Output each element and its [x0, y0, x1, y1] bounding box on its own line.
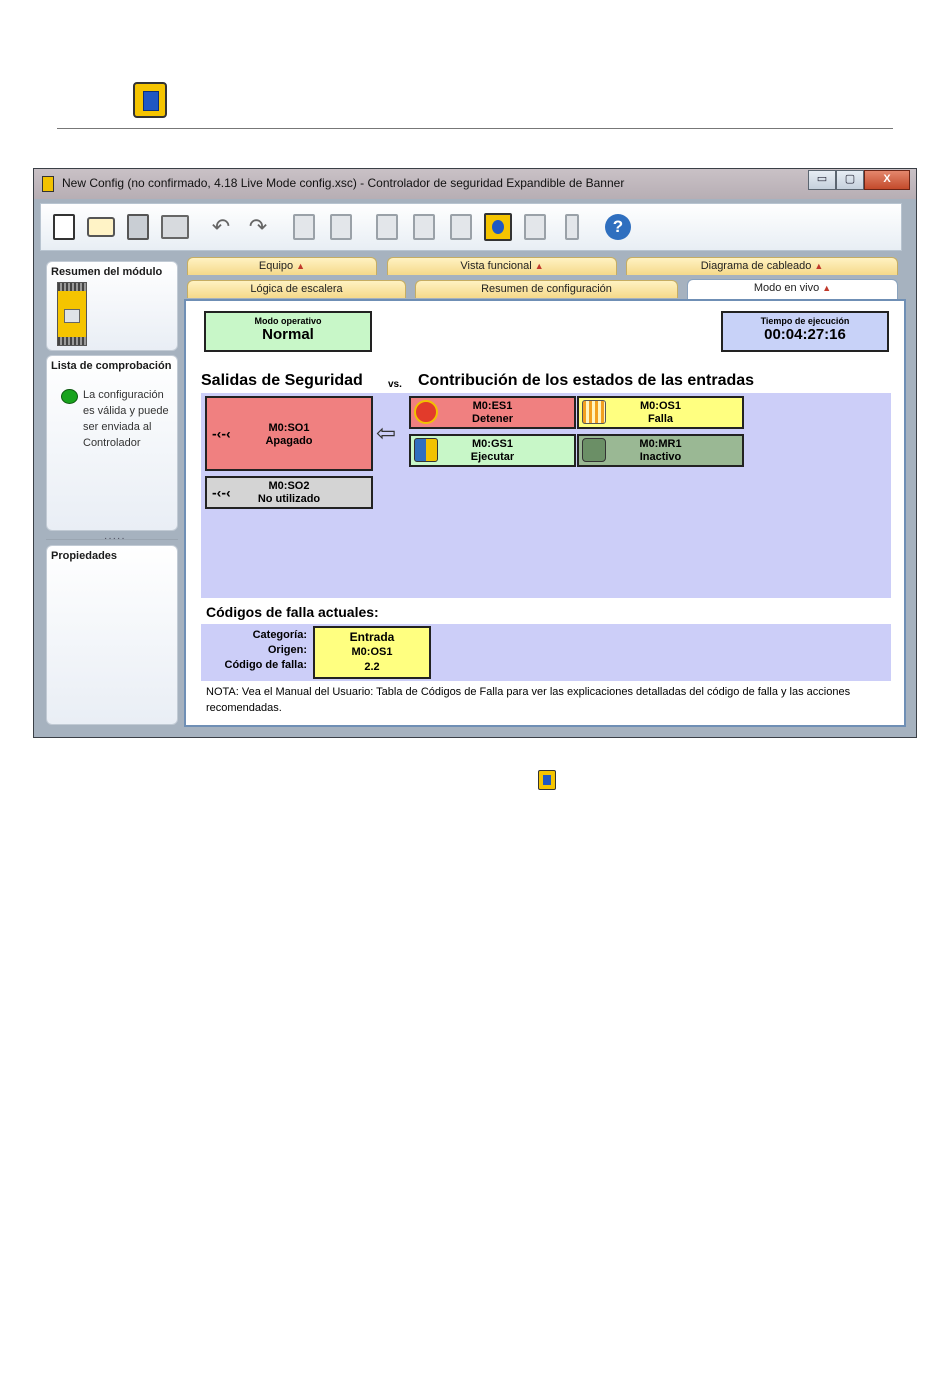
output-state: No utilizado [257, 493, 321, 505]
tab-marker-icon: ▲ [814, 261, 824, 271]
input-card-os1[interactable] [577, 396, 744, 429]
safety-output-icon: -‹-‹ [212, 484, 231, 500]
tab-label: Resumen de configuración [481, 283, 612, 295]
module-image[interactable] [57, 282, 87, 346]
checklist-panel [46, 355, 178, 531]
save-icon[interactable] [123, 211, 153, 243]
fault-category-value: Entrada [349, 630, 395, 644]
live-mode-icon[interactable] [483, 211, 513, 243]
module-summary-panel [46, 261, 178, 351]
tab-vista-funcional[interactable] [387, 257, 617, 275]
runtime-box [721, 311, 889, 352]
panel-splitter-grip[interactable]: ····· [104, 533, 126, 544]
tab-modo-en-vivo[interactable] [687, 279, 898, 299]
left-arrow-icon: ⇦ [376, 420, 397, 447]
new-file-icon[interactable] [49, 211, 79, 243]
device2-icon[interactable] [446, 211, 476, 243]
input-id: M0:MR1 [639, 438, 682, 450]
inputs-heading: Contribución de los estados de las entradas [418, 372, 755, 389]
fault-value-box [313, 626, 431, 679]
output-state: Apagado [265, 435, 313, 447]
input-state: Falla [647, 413, 674, 425]
fault-origin-value: M0:OS1 [351, 646, 393, 658]
runtime-label: Tiempo de ejecución [760, 316, 850, 326]
fault-category-label: Categoría: [252, 629, 307, 641]
output-card-so2[interactable] [205, 476, 373, 509]
outputs-heading: Salidas de Seguridad [201, 372, 363, 389]
tab-marker-icon: ▲ [296, 261, 306, 271]
input-id: M0:ES1 [472, 400, 513, 412]
tab-marker-icon: ▲ [822, 283, 832, 293]
output-card-so1[interactable] [205, 396, 373, 471]
checklist-text: La configuración es válida y puede ser enviada al Controlador [83, 389, 169, 449]
input-card-mr1[interactable] [577, 434, 744, 467]
vs-label: vs. [388, 379, 402, 390]
toolbar [40, 203, 902, 251]
tab-label: Diagrama de cableado [700, 260, 812, 272]
emergency-stop-icon [414, 400, 438, 424]
input-state: Ejecutar [470, 451, 515, 463]
fault-code-label: Código de falla: [224, 659, 307, 671]
usb-icon[interactable] [557, 211, 587, 243]
network-icon[interactable] [289, 211, 319, 243]
window-controls [808, 170, 910, 190]
redo-icon[interactable]: ↷ [248, 214, 268, 239]
properties-title: Propiedades [51, 550, 118, 562]
settings-icon[interactable] [326, 211, 356, 243]
input-card-gs1[interactable] [409, 434, 576, 467]
tab-label: Equipo [258, 260, 294, 272]
link-icon[interactable] [520, 211, 550, 243]
tab-resumen-de-configuracion[interactable] [415, 280, 678, 298]
fault-note: NOTA: Vea el Manual del Usuario: Tabla de Códigos de Falla para ver las explicaciones detalladas del código de falla y las acciones recomendadas. [206, 686, 851, 714]
input-id: M0:GS1 [472, 438, 513, 450]
lock-icon[interactable] [372, 211, 402, 243]
app-icon [42, 176, 54, 192]
title-bar[interactable] [34, 169, 916, 199]
output-id: M0:SO1 [268, 422, 310, 434]
maximize-button[interactable]: ▢ [836, 170, 864, 190]
fault-codes-heading: Códigos de falla actuales: [206, 604, 379, 620]
module-summary-title: Resumen del módulo [51, 266, 163, 278]
checklist-title: Lista de comprobación [51, 360, 172, 372]
light-curtain-icon [582, 400, 606, 424]
left-panel [46, 261, 178, 727]
header-rule [57, 128, 893, 129]
input-state: Inactivo [639, 451, 682, 463]
window-title: New Config (no confirmado, 4.18 Live Mode config.xsc) - Controlador de seguridad Expandible de Banner [62, 176, 625, 190]
safety-output-icon: -‹-‹ [212, 425, 231, 441]
input-state: Detener [472, 413, 513, 425]
tab-label: Vista funcional [460, 260, 532, 272]
live-mode-small-icon [538, 770, 556, 790]
undo-icon[interactable]: ↶ [211, 214, 231, 239]
open-folder-icon[interactable] [86, 211, 116, 243]
runtime-value: 00:04:27:16 [764, 326, 846, 343]
fault-origin-label: Origen: [267, 644, 307, 656]
panel-splitter[interactable] [46, 539, 178, 542]
device-icon[interactable] [409, 211, 439, 243]
tab-equipo[interactable] [187, 257, 377, 275]
tab-label: Modo en vivo [753, 282, 820, 294]
input-card-es1[interactable] [409, 396, 576, 429]
app-window [33, 168, 917, 738]
tab-marker-icon: ▲ [534, 261, 544, 271]
status-ok-icon [61, 389, 78, 404]
tab-logica-de-escalera[interactable] [187, 280, 406, 298]
output-id: M0:SO2 [268, 480, 310, 492]
gate-switch-icon [414, 438, 438, 462]
minimize-button[interactable]: ▭ [808, 170, 836, 190]
manual-reset-icon [582, 438, 606, 462]
properties-panel [46, 545, 178, 725]
help-label: ? [605, 214, 631, 240]
banner-logo-icon [133, 82, 167, 118]
help-icon[interactable] [603, 211, 633, 243]
input-id: M0:OS1 [640, 400, 681, 412]
fault-code-value: 2.2 [364, 661, 380, 673]
close-button[interactable]: X [864, 170, 910, 190]
live-mode-content [184, 299, 906, 727]
tab-label: Lógica de escalera [250, 283, 343, 295]
operating-mode-value: Normal [262, 326, 314, 343]
tab-diagrama-de-cableado[interactable] [626, 257, 898, 275]
print-icon[interactable] [160, 211, 190, 243]
operating-mode-box [204, 311, 372, 352]
operating-mode-label: Modo operativo [254, 316, 322, 326]
